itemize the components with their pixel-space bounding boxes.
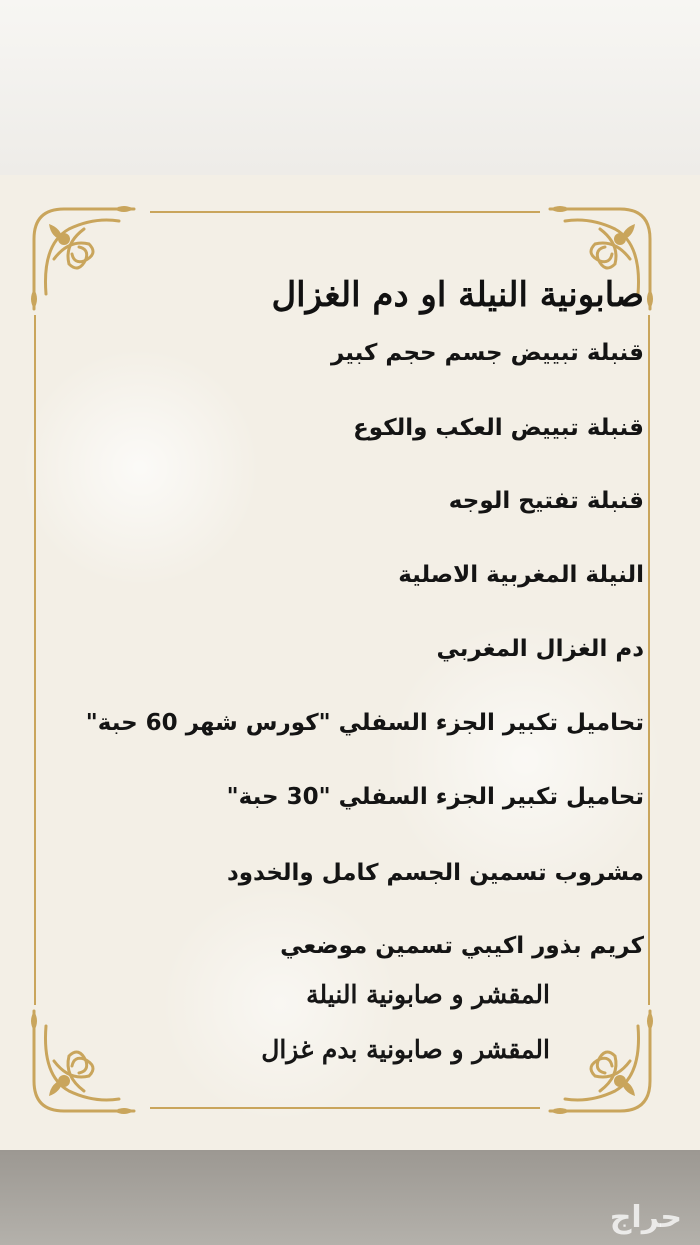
list-item: قنبلة تفتيح الوجه bbox=[448, 488, 644, 514]
frame-left-line bbox=[34, 315, 36, 1005]
list-item: تحاميل تكبير الجزء السفلي "30 حبة" bbox=[226, 784, 644, 810]
frame-right-line bbox=[648, 315, 650, 1005]
watermark-logo: حراج bbox=[609, 1200, 682, 1235]
list-item: قنبلة تبييض جسم حجم كبير bbox=[330, 340, 644, 366]
ornament-corner-bottom-right-icon bbox=[540, 1001, 660, 1121]
extra-item: المقشر و صابونية النيلة bbox=[306, 980, 550, 1009]
list-item: قنبلة تبييض العكب والكوع bbox=[353, 415, 644, 441]
ornament-corner-bottom-left-icon bbox=[24, 1001, 144, 1121]
list-item: كريم بذور اكيبي تسمين موضعي bbox=[280, 933, 644, 959]
extra-item: المقشر و صابونية بدم غزال bbox=[261, 1035, 550, 1064]
bottom-background-band bbox=[0, 1150, 700, 1245]
list-item: مشروب تسمين الجسم كامل والخدود bbox=[226, 860, 644, 886]
list-item: النيلة المغربية الاصلية bbox=[398, 562, 644, 588]
frame-bottom-line bbox=[150, 1107, 540, 1109]
list-item: دم الغزال المغربي bbox=[436, 636, 644, 662]
list-item: تحاميل تكبير الجزء السفلي "كورس شهر 60 حبة" bbox=[85, 710, 644, 736]
frame-top-line bbox=[150, 211, 540, 213]
top-background-band bbox=[0, 0, 700, 175]
ornament-corner-top-left-icon bbox=[24, 199, 144, 319]
price-list-card bbox=[0, 175, 700, 1150]
list-title: صابونية النيلة او دم الغزال bbox=[271, 275, 644, 315]
